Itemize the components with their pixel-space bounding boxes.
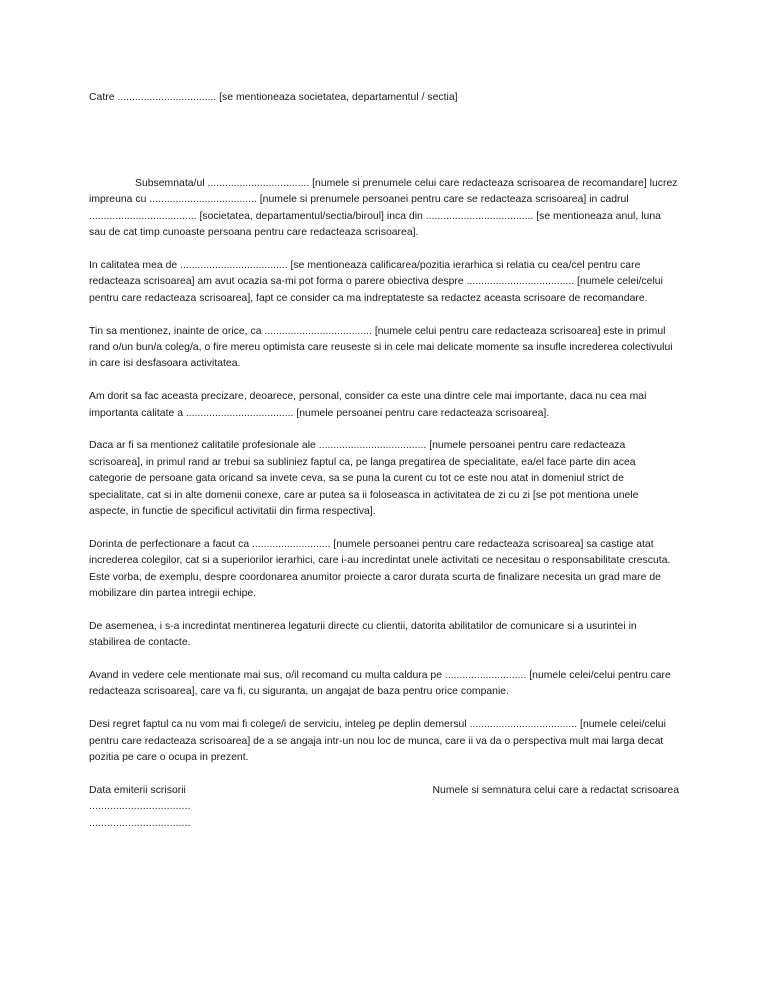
paragraph-client-relations: De asemenea, i s-a incredintat mentinerea legaturii directe cu clientii, datorita abilitatilor de comunicare si a usurintei in stabilirea de contacte. xyxy=(89,620,637,649)
paragraph-recommendation: Avand in vedere cele mentionate mai sus, o/il recomand cu multa caldura pe ............................ [numele celei/celui pentru care redacteaza scrisoarea], care va fi, cu siguranta, un angajat de baza pentru orice companie. xyxy=(89,670,671,698)
paragraph-introduction: Subsemnata/ul ................................... [numele si prenumele celui care redacteaza scrisoarea de recomandare] lucrez impreuna cu ..................................... [numele si prenumele persoanei pentru care se redacteaza scrisoarea] in cadrul ..................................... [societatea, departamentul/sectia/biroul] inca din ..................................... [se mentioneaza anul, luna sau de cat timp cunoaste persoana pentru care redacteaza scrisoarea]. xyxy=(89,178,678,239)
letter-body xyxy=(89,90,679,832)
date-label: Data emiterii scrisorii xyxy=(89,784,186,796)
addressee-line: Catre .................................. [se mentioneaza societatea, departamentul / sectia] xyxy=(89,92,458,103)
date-blank-line: .................................. xyxy=(89,801,191,813)
date-block xyxy=(89,783,191,832)
date-blank-line-second: .................................. xyxy=(89,817,191,829)
paragraph-precision: Am dorit sa fac aceasta precizare, deoarece, personal, consider ca este una dintre cele mai importante, daca nu cea mai importanta calitate a ..................................... [numele persoanei pentru care redacteaza scrisoarea]. xyxy=(89,391,647,419)
signature-block xyxy=(89,783,679,832)
paragraph-professional-qualities: Daca ar fi sa mentionez calitatile profesionale ale ..................................... [numele persoanei pentru care redacteaza scrisoarea], in primul rand ar trebui sa subliniez faptul ca, pe langa pregatirea de specialitate, ea/el face parte din acea categorie de persoane gata oricand sa invete ceva, sa se puna la curent cu tot ce este nou atat in domeniul strict de specialitate, cat si in alte domenii conexe, care ar putea sa ii foloseasca in activitatea de zi cu zi [se pot mentiona unele aspecte, in functie de specificul activitatii din firma respectiva]. xyxy=(89,440,639,518)
signature-label: Numele si semnatura celui care a redactat scrisoarea xyxy=(432,784,679,796)
paragraph-closing: Desi regret faptul ca nu vom mai fi colege/i de serviciu, inteleg pe deplin demersul ..................................... [numele celei/celui pentru care redacteaza scrisoarea] de a se angaja intr-un nou loc de munca, care ii va da o perspectiva mult mai larga decat pozitia pe care o ocupa in prezent. xyxy=(89,719,666,764)
paragraph-relationship: In calitatea mea de ..................................... [se mentioneaza calificarea/pozitia ierarhica si relatia cu cea/cel pentru care redacteaza scrisoarea] am avut ocazia sa-mi pot forma o parere obiectiva despre ..................................... [numele celei/celui pentru care redacteaza scrisoarea], fapt ce consider ca ma indreptateste sa redactez aceasta scrisoare de recomandare. xyxy=(89,260,663,304)
paragraph-improvement: Dorinta de perfectionare a facut ca ........................... [numele persoanei pentru care redacteaza scrisoarea] sa castige atat increderea colegilor, cat si a superiorilor ierarhici, care i-au incredintat unele activitati ce necesitau o responsabilitate crescuta. Este vorba, de exemplu, despre coordonarea anumitor proiecte a caror durata scurta de finalizare necesita un grad mare de mobilizare din partea intregii echipe. xyxy=(89,538,671,600)
paragraph-personal-qualities: Tin sa mentionez, inainte de orice, ca ..................................... [numele celui pentru care redacteaza scrisoarea] este in primul rand o/un bun/a coleg/a, o fire mereu optimista care reuseste si in cele mai delicate momente sa insufle increderea colectivului in care isi desfasoara activitatea. xyxy=(89,325,673,370)
